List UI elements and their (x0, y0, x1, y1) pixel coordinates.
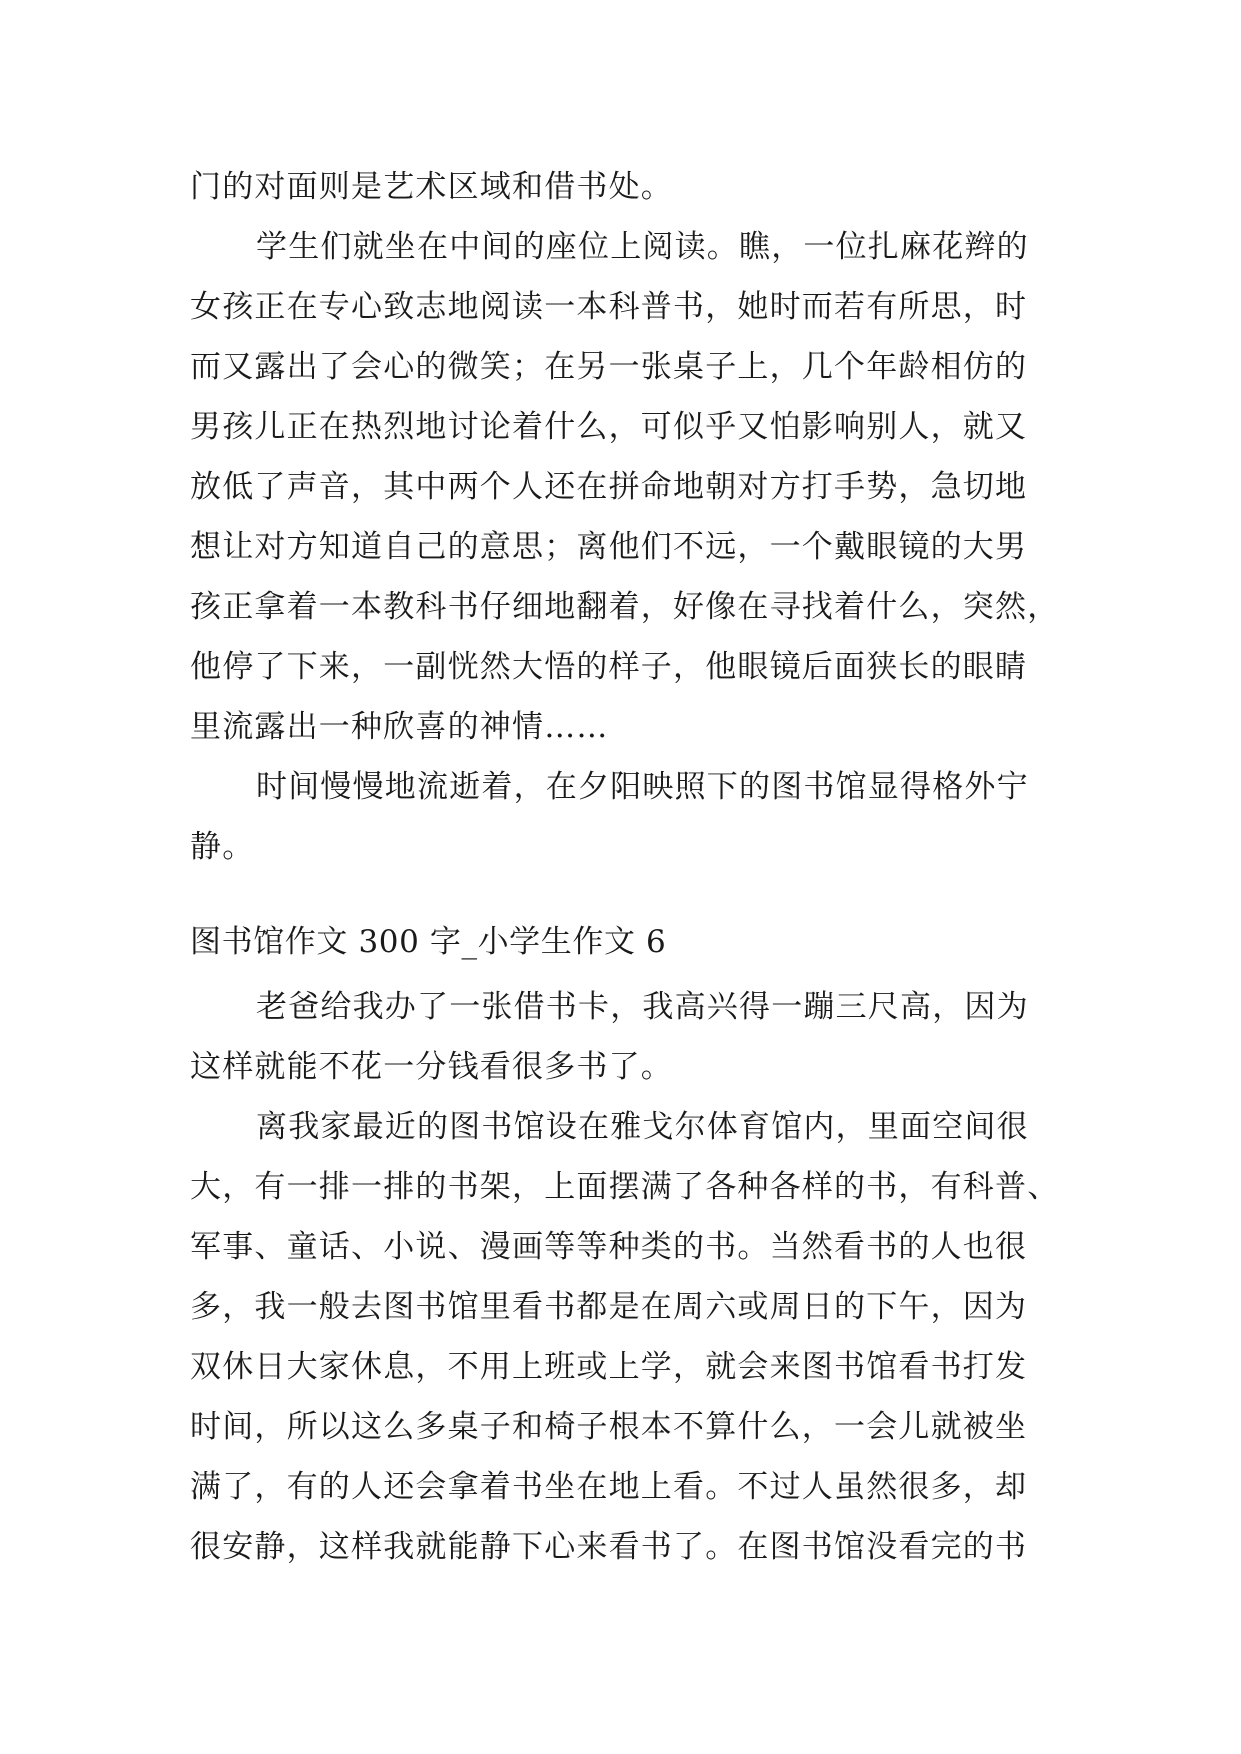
paragraph-line: 多，我一般去图书馆里看书都是在周六或周日的下午，因为 (190, 1289, 1028, 1325)
paragraph-line: 静。 (190, 829, 255, 865)
essay-6-body (190, 977, 1060, 1577)
paragraph-line: 而又露出了会心的微笑；在另一张桌子上，几个年龄相仿的 (190, 349, 1028, 385)
paragraph-line: 时间，所以这么多桌子和椅子根本不算什么，一会儿就被坐 (190, 1409, 1028, 1445)
paragraph-line: 时间慢慢地流逝着，在夕阳映照下的图书馆显得格外宁 (256, 769, 1029, 805)
paragraph-line: 这样就能不花一分钱看很多书了。 (190, 1049, 673, 1085)
paragraph-line: 离我家最近的图书馆设在雅戈尔体育馆内，里面空间很 (256, 1109, 1029, 1145)
paragraph-line: 放低了声音，其中两个人还在拼命地朝对方打手势，急切地 (190, 469, 1028, 505)
paragraph-line: 孩正拿着一本教科书仔细地翻着，好像在寻找着什么，突然， (190, 589, 1060, 625)
paragraph-line: 里流露出一种欣喜的神情…… (190, 709, 609, 745)
paragraph-line: 门的对面则是艺术区域和借书处。 (190, 169, 673, 205)
essay-5-body (190, 157, 1060, 877)
paragraph-line: 学生们就坐在中间的座位上阅读。瞧，一位扎麻花辫的 (256, 229, 1029, 265)
paragraph-line: 满了，有的人还会拿着书坐在地上看。不过人虽然很多，却 (190, 1469, 1028, 1505)
essay-6-title: 图书馆作文 300 字_小学生作文 6 (190, 924, 667, 960)
paragraph-line: 大，有一排一排的书架，上面摆满了各种各样的书，有科普、 (190, 1169, 1060, 1205)
paragraph-line: 老爸给我办了一张借书卡，我高兴得一蹦三尺高，因为 (256, 989, 1029, 1025)
paragraph-line: 很安静，这样我就能静下心来看书了。在图书馆没看完的书 (190, 1529, 1028, 1565)
paragraph-line: 男孩儿正在热烈地讨论着什么，可似乎又怕影响别人，就又 (190, 409, 1028, 445)
paragraph-line: 想让对方知道自己的意思；离他们不远，一个戴眼镜的大男 (190, 529, 1028, 565)
paragraph-line: 军事、童话、小说、漫画等等种类的书。当然看书的人也很 (190, 1229, 1028, 1265)
paragraph-line: 女孩正在专心致志地阅读一本科普书，她时而若有所思，时 (190, 289, 1028, 325)
paragraph-line: 他停了下来，一副恍然大悟的样子，他眼镜后面狭长的眼睛 (190, 649, 1028, 685)
paragraph-line: 双休日大家休息，不用上班或上学，就会来图书馆看书打发 (190, 1349, 1028, 1385)
